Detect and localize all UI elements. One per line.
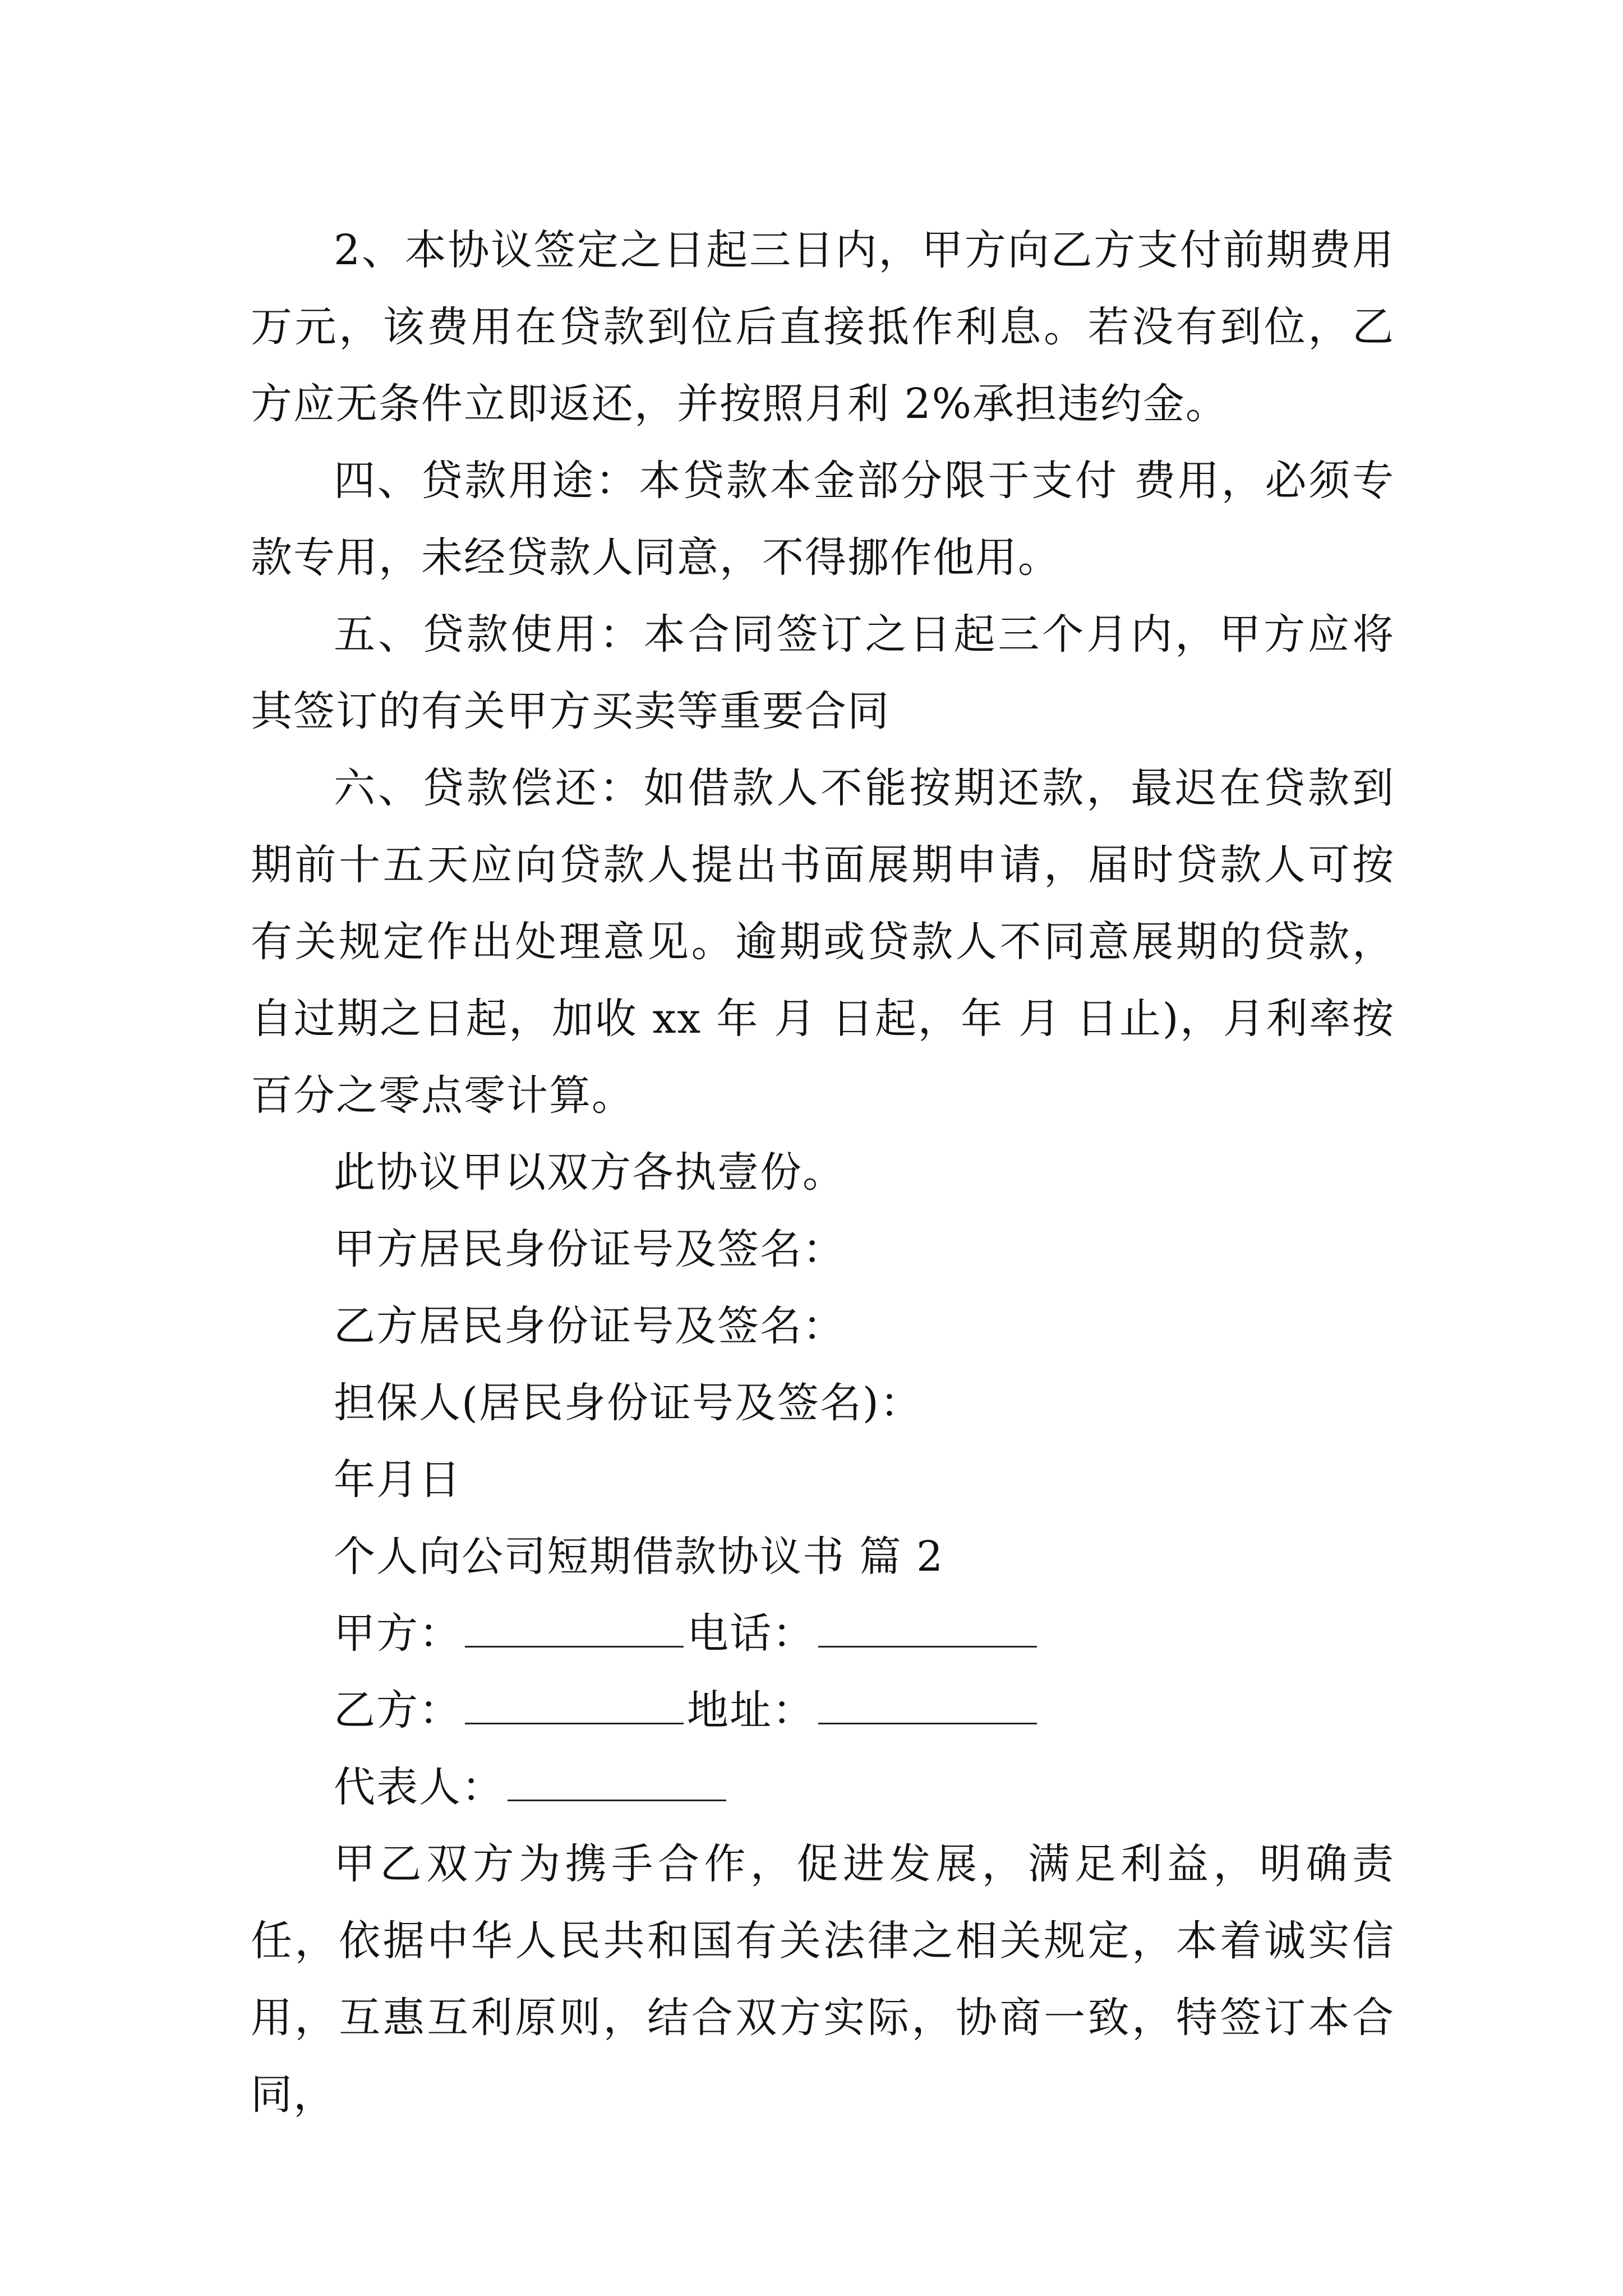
paragraph-loan-repayment: 六、贷款偿还：如借款人不能按期还款，最迟在贷款到期前十五天应向贷款人提出书面展期申请，届时贷款人可按有关规定作出处理意见。逾期或贷款人不同意展期的贷款，自过期之日起，加收 xx 年 月 日起，年 月 日止)，月利率按百分之零点零计算。 <box>251 764 1395 1120</box>
document-body <box>251 212 1395 2133</box>
representative-row <box>251 1749 1395 1826</box>
party-b-signature-line: 乙方居民身份证号及签名： <box>334 1302 845 1350</box>
copies-line: 此协议甲以双方各执壹份。 <box>334 1148 845 1197</box>
party-b-label: 乙方： <box>334 1686 462 1734</box>
phone-label: 电话： <box>687 1609 815 1658</box>
paragraph-loan-purpose: 四、贷款用途：本贷款本金部分限于支付 费用，必须专款专用，未经贷款人同意，不得挪作他用。 <box>251 457 1395 582</box>
address-label: 地址： <box>687 1686 815 1734</box>
guarantor-signature-line: 担保人(居民身份证号及签名)： <box>334 1379 923 1427</box>
representative-blank[interactable] <box>508 1797 726 1801</box>
date-line: 年月日 <box>334 1456 462 1504</box>
paragraph-loan-use: 五、贷款使用：本合同签订之日起三个月内，甲方应将其签订的有关甲方买卖等重要合同 <box>251 610 1395 735</box>
representative-label: 代表人： <box>334 1763 504 1811</box>
party-b-blank[interactable] <box>465 1720 684 1724</box>
section-title: 个人向公司短期借款协议书 篇 2 <box>334 1533 944 1581</box>
party-a-phone-row <box>251 1595 1395 1672</box>
party-a-blank[interactable] <box>465 1644 684 1648</box>
party-b-address-row <box>251 1672 1395 1749</box>
paragraph-closing: 甲乙双方为携手合作，促进发展，满足利益，明确责任，依据中华人民共和国有关法律之相关规定，本着诚实信用，互惠互利原则，结合双方实际，协商一致，特签订本合同， <box>251 1840 1395 2119</box>
paragraph-advance-fee: 2、本协议签定之日起三日内，甲方向乙方支付前期费用 万元，该费用在贷款到位后直接抵作利息。若没有到位，乙方应无条件立即返还，并按照月利 2%承担违约金。 <box>251 226 1395 428</box>
phone-blank[interactable] <box>818 1644 1037 1648</box>
address-blank[interactable] <box>818 1720 1037 1724</box>
party-a-label: 甲方： <box>334 1609 462 1658</box>
party-a-signature-line: 甲方居民身份证号及签名： <box>334 1225 845 1273</box>
